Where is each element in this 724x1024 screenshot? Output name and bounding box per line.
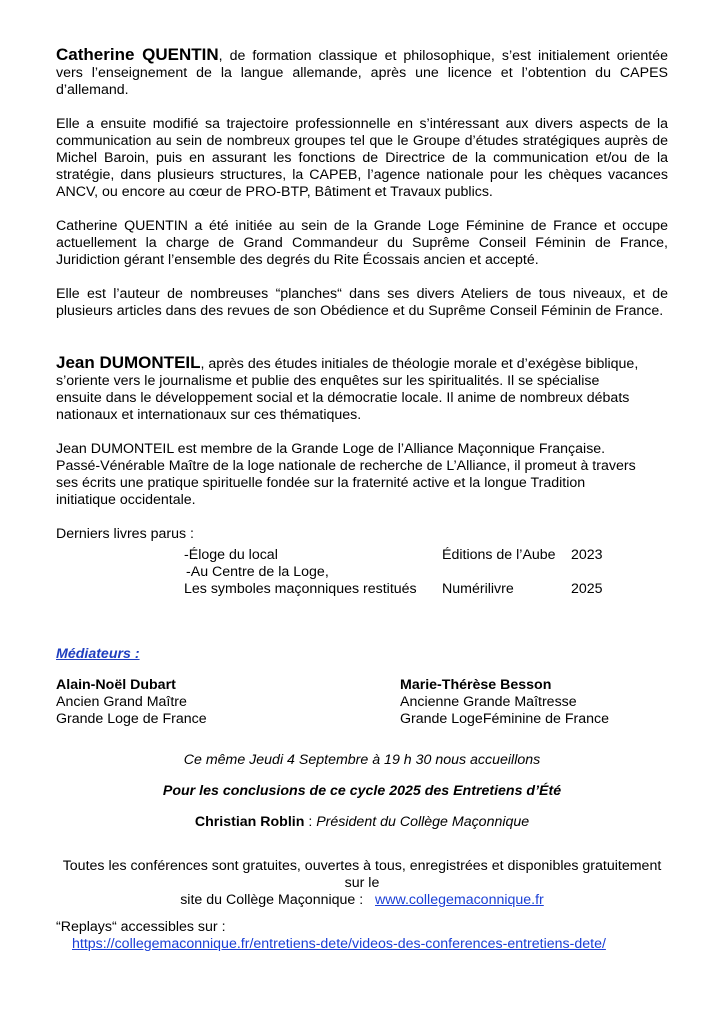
quentin-intro xyxy=(56,46,668,99)
mediator-org: Grande LogeFéminine de France xyxy=(400,711,609,727)
quentin-publications: Elle est l’auteur de nombreuses “planches“ dans ses divers Ateliers de tous niveaux, et de plusieurs articles dans des revues de son Obédience et du Suprême Conseil Féminin de France. xyxy=(56,286,668,319)
quentin-intro-text: , de formation classique et philosophique, s’est initialement orientée vers l’enseignement de la langue allemande, après une licence et l’obtention du CAPES d’allemand. xyxy=(56,48,668,98)
book-title: Les symboles maçonniques restitués xyxy=(184,581,417,597)
mediator-role: Ancien Grand Maître xyxy=(56,694,187,710)
mediator-role: Ancienne Grande Maîtresse xyxy=(400,694,577,710)
speaker-role: Président du Collège Maçonnique xyxy=(316,814,530,830)
footer-info xyxy=(56,858,668,909)
document-page xyxy=(56,46,668,953)
mediators-list xyxy=(56,677,668,728)
book-title: -Éloge du local xyxy=(184,547,278,563)
speaker-name: Christian Roblin xyxy=(194,814,305,830)
quentin-name: Catherine QUENTIN xyxy=(56,45,219,64)
dumonteil-membership xyxy=(56,441,668,509)
closing-conclusions: Pour les conclusions de ce cycle 2025 des Entretiens d’Été xyxy=(162,783,562,799)
closing-announcement: Ce même Jeudi 4 Septembre à 19 h 30 nous accueillons xyxy=(183,752,541,768)
dumonteil-membership-line2: Passé-Vénérable Maître de la loge nationale de recherche de L’Alliance, il promeut à travers xyxy=(56,458,636,474)
dumonteil-intro-line3: ensuite dans le développement social et la démocratie locale. Il anime de nombreux débats xyxy=(56,390,630,406)
quentin-initiation: Catherine QUENTIN a été initiée au sein de la Grande Loge Féminine de France et occupe actuellement la charge de Grand Commandeur du Suprême Conseil Féminin de France, Juridiction gérant l’ensemble des degrés du Rite Écossais ancien et accepté. xyxy=(56,218,668,268)
mediator-name: Alain-Noël Dubart xyxy=(56,677,176,693)
book-publisher: Éditions de l’Aube xyxy=(442,547,556,563)
mediators-heading: Médiateurs : xyxy=(56,646,140,662)
dumonteil-membership-line1: Jean DUMONTEIL est membre de la Grande Loge de l’Alliance Maçonnique Française. xyxy=(56,441,606,457)
dumonteil-intro-line2: s’oriente vers le journalisme et publie des enquêtes sur les spiritualités. Il se spécialise xyxy=(56,373,600,389)
mediator-org: Grande Loge de France xyxy=(56,711,207,727)
college-site-link[interactable]: www.collegemaconnique.fr xyxy=(375,892,544,908)
book-row xyxy=(56,547,668,564)
dumonteil-membership-line3: ses écrits une pratique spirituelle fondée sur la fraternité active et la longue Tradition xyxy=(56,475,586,491)
dumonteil-intro-line4: nationaux et internationaux sur ces thématiques. xyxy=(56,407,362,423)
dumonteil-intro-line1: , après des études initiales de théologie morale et d’exégèse biblique, xyxy=(200,356,639,372)
mediator-right xyxy=(400,677,609,728)
book-year: 2025 xyxy=(571,581,603,597)
quentin-career: Elle a ensuite modifié sa trajectoire professionnelle en s’intéressant aux divers aspects de la communication au sein de nombreux groupes tel que le Groupe d’études stratégiques auprès de Michel Baroin, puis en assurant les fonctions de Directrice de la communication et/ou de la stratégie, dans plusieurs structures, la CAPEB, l’agence nationale pour les chèques vacances ANCV, ou encore au cœur de PRO-BTP, Bâtiment et Travaux publics. xyxy=(56,116,668,200)
replays-link-line xyxy=(56,936,668,953)
book-publisher: Numérilivre xyxy=(442,581,514,597)
books-title: Derniers livres parus : xyxy=(56,526,194,542)
book-row xyxy=(56,581,668,598)
replays-label: “Replays“ accessibles sur : xyxy=(56,919,226,935)
dumonteil-intro xyxy=(56,354,668,424)
replays-link[interactable]: https://collegemaconnique.fr/entretiens-dete/videos-des-conferences-entretiens-dete/ xyxy=(72,936,606,952)
book-title: -Au Centre de la Loge, xyxy=(186,564,329,580)
speaker-separator: : xyxy=(304,814,317,830)
footer-line1: Toutes les conférences sont gratuites, ouvertes à tous, enregistrées et disponibles gratuitement sur le xyxy=(62,858,662,891)
dumonteil-membership-line4: initiatique occidentale. xyxy=(56,492,196,508)
closing-speaker xyxy=(56,814,668,831)
mediator-name: Marie-Thérèse Besson xyxy=(400,677,552,693)
footer-line2: site du Collège Maçonnique : xyxy=(180,892,364,908)
book-row xyxy=(56,564,668,581)
mediator-left xyxy=(56,677,207,728)
book-year: 2023 xyxy=(571,547,603,563)
dumonteil-name: Jean DUMONTEIL xyxy=(56,353,201,372)
